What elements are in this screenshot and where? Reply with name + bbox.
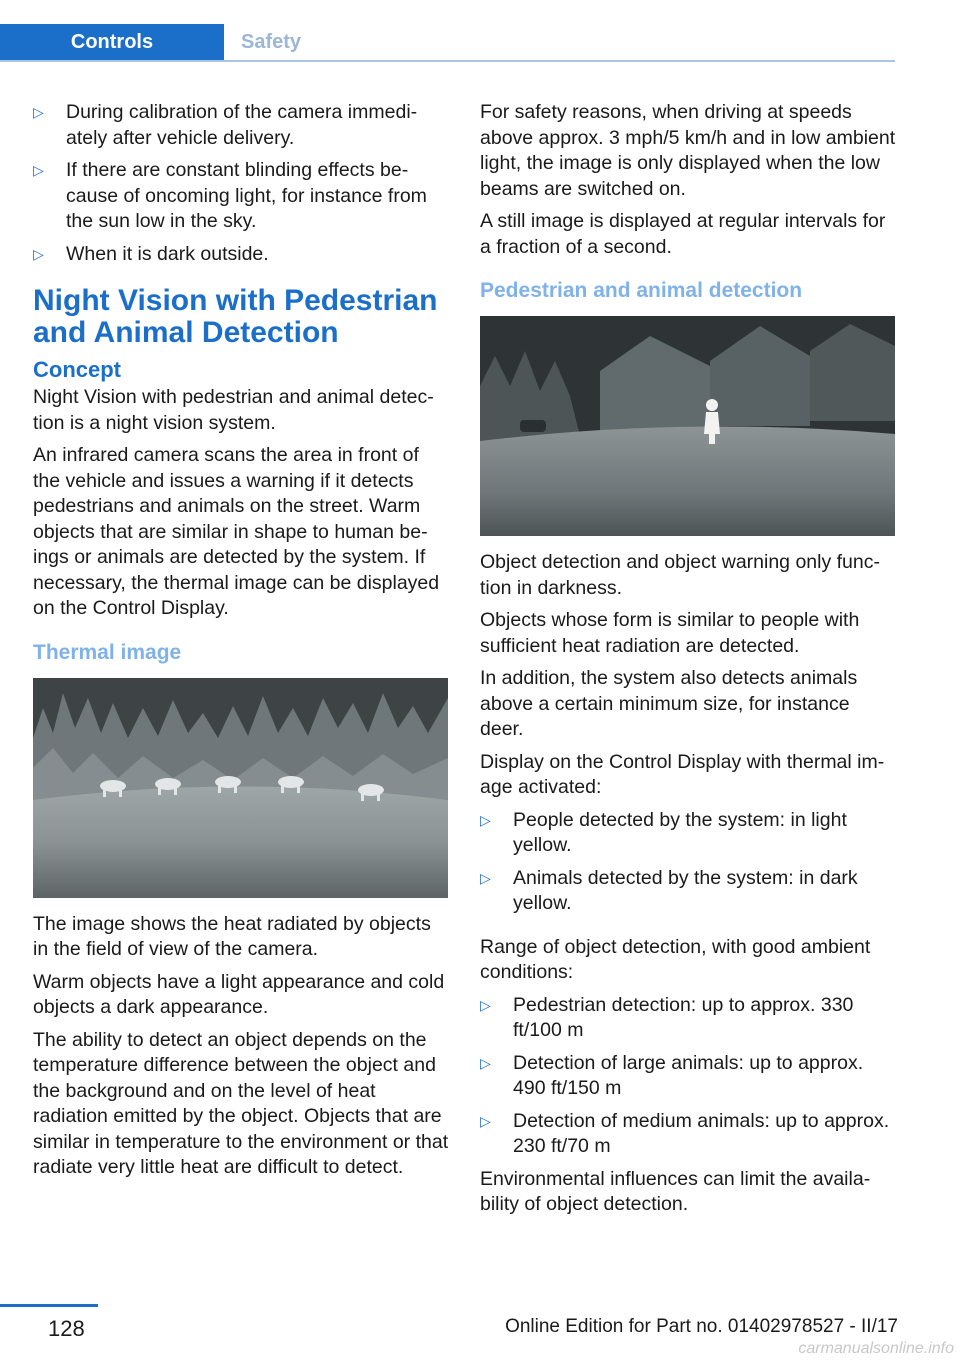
list-item: ▷ During calibration of the camera immediately after vehicle delivery. bbox=[33, 101, 418, 149]
detection-paragraph: In addition, the system also detects animals above a certain minimum size, for instance deer. bbox=[480, 667, 858, 740]
concept-paragraph: An infrared camera scans the area in front of the vehicle and issues a warning if it detects pedestrians and animals on the street. Warm objects that are similar in shape to human beings or animals are detected by the system. If necessary, the thermal image can be displayed on the Control Display. bbox=[33, 444, 440, 619]
list-item: ▷ Detection of medium animals: up to approx. 230 ft/70 m bbox=[480, 1109, 890, 1157]
tab-safety[interactable]: Safety bbox=[240, 31, 302, 53]
list-item: ▷ If there are constant blinding effects because of oncoming light, for instance from the sun low in the sky. bbox=[33, 159, 427, 232]
thermal-paragraph: The image shows the heat radiated by objects in the field of view of the camera. bbox=[33, 912, 431, 960]
detection-heading: Pedestrian and animal detection bbox=[480, 279, 803, 302]
detection-colors-list bbox=[480, 808, 896, 917]
footer-rule bbox=[0, 1304, 98, 1307]
header-divider bbox=[0, 60, 895, 62]
range-intro: Range of object detection, with good ambient conditions: bbox=[480, 935, 871, 983]
detection-paragraph: Objects whose form is similar to people with sufficient heat radiation are detected. bbox=[480, 609, 860, 657]
list-item: ▷ People detected by the system: in light yellow. bbox=[480, 808, 847, 856]
triangle-bullet-icon: ▷ bbox=[33, 104, 44, 120]
list-item: ▷ Pedestrian detection: up to approx. 330 ft/100 m bbox=[480, 993, 854, 1041]
concept-heading: Concept bbox=[33, 357, 121, 382]
edition-info: Online Edition for Part no. 01402978527 - II/17 bbox=[505, 1316, 898, 1337]
concept-paragraph: Night Vision with pedestrian and animal detection is a night vision system. bbox=[33, 386, 434, 434]
pedestrian-detection-figure bbox=[480, 316, 895, 536]
page-number: 128 bbox=[48, 1316, 85, 1341]
list-item: ▷ Animals detected by the system: in dark yellow. bbox=[480, 866, 858, 914]
list-item: ▷ When it is dark outside. bbox=[33, 242, 449, 268]
closing-paragraph: Environmental influences can limit the availability of object detection. bbox=[480, 1167, 871, 1215]
thermal-image-heading: Thermal image bbox=[33, 640, 182, 664]
detection-paragraph: Display on the Control Display with thermal image activated: bbox=[480, 750, 885, 798]
triangle-bullet-icon: ▷ bbox=[33, 245, 44, 262]
thermal-paragraph: Warm objects have a light appearance and cold objects a dark appearance. bbox=[33, 970, 445, 1018]
left-column bbox=[33, 100, 449, 1188]
list-item: ▷ Detection of large animals: up to approx. 490 ft/150 m bbox=[480, 1051, 864, 1099]
thermal-paragraph: The ability to detect an object depends on the temperature difference between the object and the background and on the level of heat radiation emitted by the object. Objects that are similar in temperature to the environment or that radiate very little heat are difficult to detect. bbox=[33, 1028, 449, 1178]
watermark: carmanualsonline.info bbox=[798, 1340, 954, 1357]
thermal-image-figure bbox=[33, 678, 448, 898]
right-column bbox=[480, 100, 896, 1225]
triangle-bullet-icon: ▷ bbox=[480, 869, 491, 886]
triangle-bullet-icon: ▷ bbox=[33, 162, 44, 178]
main-heading: Night Vision with Pedestrian and Animal Detection bbox=[33, 284, 438, 349]
triangle-bullet-icon: ▷ bbox=[480, 1112, 491, 1129]
intro-paragraph: For safety reasons, when driving at speeds above approx. 3 mph/5 km/h and in low ambient light, the image is only displayed when the low beams are switched on. bbox=[480, 101, 896, 200]
triangle-bullet-icon: ▷ bbox=[480, 996, 491, 1013]
triangle-bullet-icon: ▷ bbox=[480, 1054, 491, 1071]
calibration-conditions-list bbox=[33, 100, 449, 267]
triangle-bullet-icon: ▷ bbox=[480, 811, 491, 828]
intro-paragraph: A still image is displayed at regular intervals for a fraction of a second. bbox=[480, 210, 886, 258]
tab-controls[interactable]: Controls bbox=[0, 24, 224, 60]
detection-paragraph: Object detection and object warning only function in darkness. bbox=[480, 551, 880, 599]
detection-range-list bbox=[480, 993, 896, 1160]
header-tabs bbox=[0, 0, 895, 62]
